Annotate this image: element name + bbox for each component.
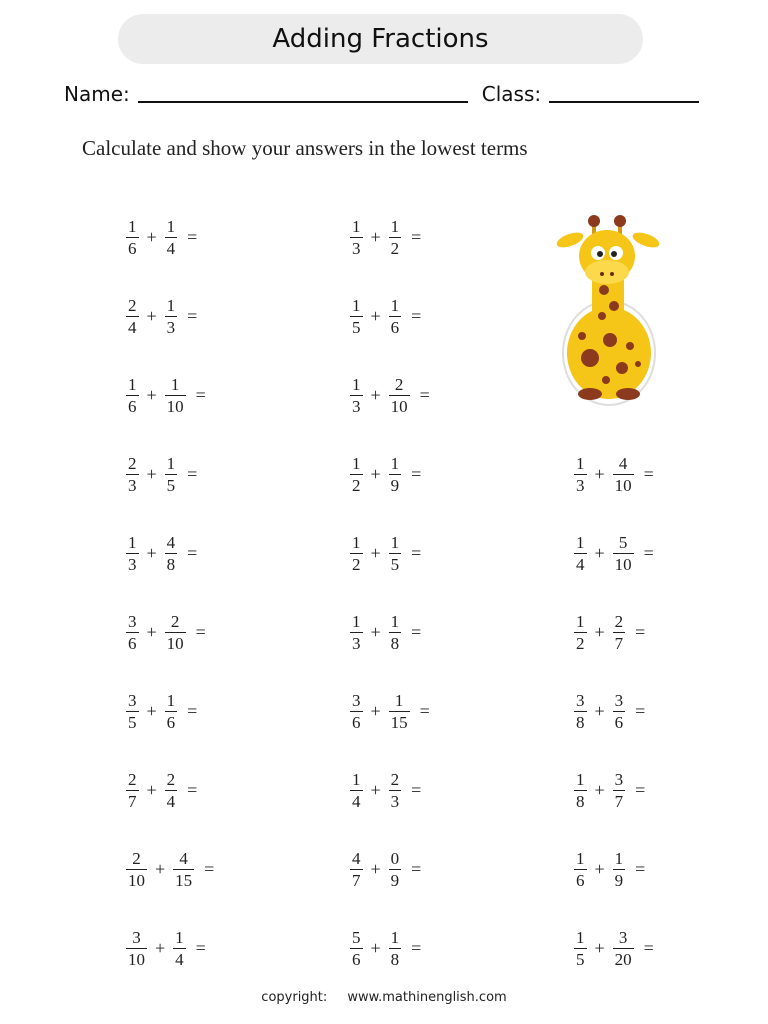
fraction-a [350,218,363,257]
denominator: 6 [128,239,137,258]
numerator: 3 [614,770,624,789]
numerator: 1 [576,454,585,473]
numerator: 1 [390,612,400,631]
denominator: 6 [128,397,137,416]
problem-item [572,850,645,889]
plus-operator: + [594,859,605,879]
numerator: 1 [352,217,361,236]
problem-item [124,297,197,336]
fraction-a [350,297,363,336]
problem-item [348,218,421,257]
plus-operator: + [370,938,381,958]
numerator: 3 [352,691,361,710]
denominator: 5 [390,555,400,574]
problem-item [348,771,421,810]
denominator: 3 [390,792,400,811]
denominator: 6 [352,950,361,969]
plus-operator: + [155,938,166,958]
denominator: 7 [614,792,624,811]
problem-item [124,218,197,257]
numerator: 2 [128,770,137,789]
numerator: 1 [390,928,400,947]
problem-item [124,613,206,652]
equals-sign: = [635,622,646,642]
fraction-b [613,692,626,731]
fraction-a [126,692,139,731]
fraction-b [173,850,194,889]
numerator: 1 [128,217,137,236]
fraction-b [389,455,402,494]
giraffe-body-group [555,215,661,405]
equals-sign: = [411,543,422,563]
fraction-a [126,218,139,257]
denominator: 8 [390,950,400,969]
fraction-b [165,376,186,415]
fraction-b [389,613,402,652]
denominator: 4 [166,792,176,811]
equals-sign: = [635,780,646,800]
denominator: 2 [576,634,585,653]
denominator: 9 [390,871,400,890]
numerator: 1 [390,296,400,315]
plus-operator: + [146,780,157,800]
denominator: 6 [614,713,624,732]
denominator: 10 [128,871,145,890]
plus-operator: + [370,701,381,721]
denominator: 3 [576,476,585,495]
denominator: 6 [166,713,176,732]
denominator: 10 [614,555,632,574]
equals-sign: = [204,859,215,879]
plus-operator: + [370,385,381,405]
fraction-b [165,297,178,336]
copyright-label: copyright: [261,990,328,1005]
numerator: 3 [576,691,585,710]
problem-item [572,455,654,494]
fraction-a [350,376,363,415]
numerator: 2 [128,296,137,315]
fraction-b [389,929,402,968]
plus-operator: + [146,701,157,721]
numerator: 2 [390,770,400,789]
page-title: Adding Fractions [272,24,489,54]
name-blank-line[interactable] [138,81,468,103]
plus-operator: + [594,780,605,800]
numerator: 3 [128,691,137,710]
numerator: 1 [390,454,400,473]
equals-sign: = [195,938,206,958]
numerator: 1 [166,296,176,315]
equals-sign: = [643,543,654,563]
plus-operator: + [370,227,381,247]
denominator: 3 [128,476,137,495]
fraction-a [350,850,363,889]
class-label: Class: [481,82,542,106]
fraction-a [574,929,587,968]
plus-operator: + [146,385,157,405]
plus-operator: + [155,859,166,879]
equals-sign: = [643,938,654,958]
fraction-b [613,613,626,652]
denominator: 8 [576,792,585,811]
fraction-a [126,850,147,889]
numerator: 1 [352,375,361,394]
plus-operator: + [146,622,157,642]
plus-operator: + [370,622,381,642]
equals-sign: = [411,859,422,879]
problem-item [348,613,421,652]
plus-operator: + [594,938,605,958]
denominator: 8 [166,555,176,574]
denominator: 6 [576,871,585,890]
fraction-b [389,376,410,415]
problem-item [572,771,645,810]
fraction-b [613,455,634,494]
numerator: 2 [128,454,137,473]
numerator: 1 [576,849,585,868]
equals-sign: = [635,859,646,879]
fraction-a [350,929,363,968]
problem-item [572,929,654,968]
name-class-row [64,76,704,106]
numerator: 1 [390,533,400,552]
fraction-a [350,771,363,810]
numerator: 1 [352,770,361,789]
numerator: 1 [175,928,184,947]
plus-operator: + [594,464,605,484]
numerator: 1 [166,454,176,473]
numerator: 1 [352,533,361,552]
plus-operator: + [594,701,605,721]
numerator: 1 [166,691,176,710]
fraction-a [126,613,139,652]
plus-operator: + [370,780,381,800]
denominator: 8 [390,634,400,653]
denominator: 3 [166,318,176,337]
fraction-a [350,692,363,731]
denominator: 4 [175,950,184,969]
problem-item [348,376,430,415]
problem-item [348,692,430,731]
fraction-a [574,613,587,652]
numerator: 2 [394,375,404,394]
fraction-b [173,929,186,968]
fraction-a [350,534,363,573]
fraction-b [165,218,178,257]
fraction-b [389,534,402,573]
problem-item [572,534,654,573]
equals-sign: = [643,464,654,484]
denominator: 6 [352,713,361,732]
problem-item [348,455,421,494]
numerator: 3 [618,928,628,947]
fraction-b [389,218,402,257]
denominator: 10 [614,476,632,495]
denominator: 5 [352,318,361,337]
fraction-a [126,455,139,494]
equals-sign: = [411,306,422,326]
denominator: 6 [390,318,400,337]
numerator: 4 [166,533,176,552]
denominator: 2 [352,555,361,574]
fraction-a [574,455,587,494]
numerator: 1 [614,849,624,868]
problem-item [348,929,421,968]
fraction-a [126,376,139,415]
title-banner [118,14,643,64]
denominator: 5 [576,950,585,969]
plus-operator: + [594,543,605,563]
plus-operator: + [146,306,157,326]
equals-sign: = [187,701,198,721]
numerator: 1 [390,217,400,236]
problem-item [348,534,421,573]
numerator: 1 [576,612,585,631]
equals-sign: = [187,306,198,326]
equals-sign: = [411,938,422,958]
equals-sign: = [195,622,206,642]
numerator: 5 [618,533,628,552]
denominator: 10 [166,397,184,416]
fraction-a [574,850,587,889]
fraction-a [574,692,587,731]
numerator: 3 [128,612,137,631]
problem-item [124,455,197,494]
problem-item [572,613,645,652]
numerator: 1 [352,454,361,473]
fraction-a [350,455,363,494]
fraction-a [126,771,139,810]
numerator: 1 [128,533,137,552]
equals-sign: = [635,701,646,721]
denominator: 3 [128,555,137,574]
denominator: 4 [128,318,137,337]
fraction-b [389,297,402,336]
denominator: 3 [352,634,361,653]
problem-item [124,534,197,573]
problem-item [124,929,206,968]
equals-sign: = [411,227,422,247]
denominator: 6 [128,634,137,653]
website-link[interactable]: www.mathinenglish.com [347,990,507,1005]
denominator: 10 [390,397,408,416]
numerator: 2 [614,612,624,631]
numerator: 5 [352,928,361,947]
fraction-b [165,613,186,652]
class-blank-line[interactable] [549,81,699,103]
equals-sign: = [419,385,430,405]
numerator: 2 [132,849,141,868]
equals-sign: = [187,227,198,247]
fraction-a [350,613,363,652]
equals-sign: = [411,464,422,484]
plus-operator: + [370,859,381,879]
plus-operator: + [370,306,381,326]
fraction-b [389,771,402,810]
denominator: 7 [128,792,137,811]
instructions: Calculate and show your answers in the lowest terms [82,136,528,160]
numerator: 2 [166,770,176,789]
denominator: 7 [352,871,361,890]
denominator: 10 [166,634,184,653]
fraction-b [165,534,178,573]
numerator: 1 [352,296,361,315]
equals-sign: = [187,543,198,563]
equals-sign: = [187,464,198,484]
denominator: 2 [352,476,361,495]
numerator: 3 [132,928,141,947]
fraction-b [613,534,634,573]
giraffe-icon [548,208,670,406]
denominator: 5 [128,713,137,732]
plus-operator: + [370,464,381,484]
problem-item [124,376,206,415]
denominator: 5 [166,476,176,495]
fraction-b [613,771,626,810]
equals-sign: = [195,385,206,405]
numerator: 1 [170,375,180,394]
plus-operator: + [146,464,157,484]
fraction-a [126,297,139,336]
denominator: 2 [390,239,400,258]
denominator: 3 [352,397,361,416]
fraction-b [613,929,634,968]
plus-operator: + [146,543,157,563]
problem-item [348,850,421,889]
fraction-b [389,692,410,731]
numerator: 4 [352,849,361,868]
denominator: 8 [576,713,585,732]
problem-item [348,297,421,336]
denominator: 10 [128,950,145,969]
denominator: 4 [352,792,361,811]
equals-sign: = [411,622,422,642]
numerator: 1 [394,691,404,710]
denominator: 9 [614,871,624,890]
denominator: 7 [614,634,624,653]
denominator: 3 [352,239,361,258]
fraction-a [126,929,147,968]
name-label: Name: [64,82,130,106]
footer [0,990,768,1005]
equals-sign: = [411,780,422,800]
numerator: 1 [576,928,585,947]
fraction-b [165,692,178,731]
fraction-b [165,455,178,494]
fraction-b [389,850,402,889]
fraction-a [126,534,139,573]
numerator: 4 [618,454,628,473]
problem-item [124,692,197,731]
denominator: 4 [166,239,176,258]
denominator: 9 [390,476,400,495]
numerator: 1 [166,217,176,236]
fraction-b [165,771,178,810]
numerator: 1 [128,375,137,394]
equals-sign: = [187,780,198,800]
equals-sign: = [419,701,430,721]
numerator: 0 [390,849,400,868]
fraction-a [574,771,587,810]
denominator: 15 [175,871,193,890]
numerator: 3 [614,691,624,710]
numerator: 4 [179,849,188,868]
problem-item [124,850,214,889]
plus-operator: + [370,543,381,563]
fraction-a [574,534,587,573]
denominator: 15 [390,713,408,732]
plus-operator: + [146,227,157,247]
denominator: 4 [576,555,585,574]
numerator: 2 [170,612,180,631]
numerator: 1 [576,770,585,789]
problem-item [572,692,645,731]
denominator: 20 [614,950,632,969]
numerator: 1 [576,533,585,552]
numerator: 1 [352,612,361,631]
problem-item [124,771,197,810]
fraction-b [613,850,626,889]
plus-operator: + [594,622,605,642]
